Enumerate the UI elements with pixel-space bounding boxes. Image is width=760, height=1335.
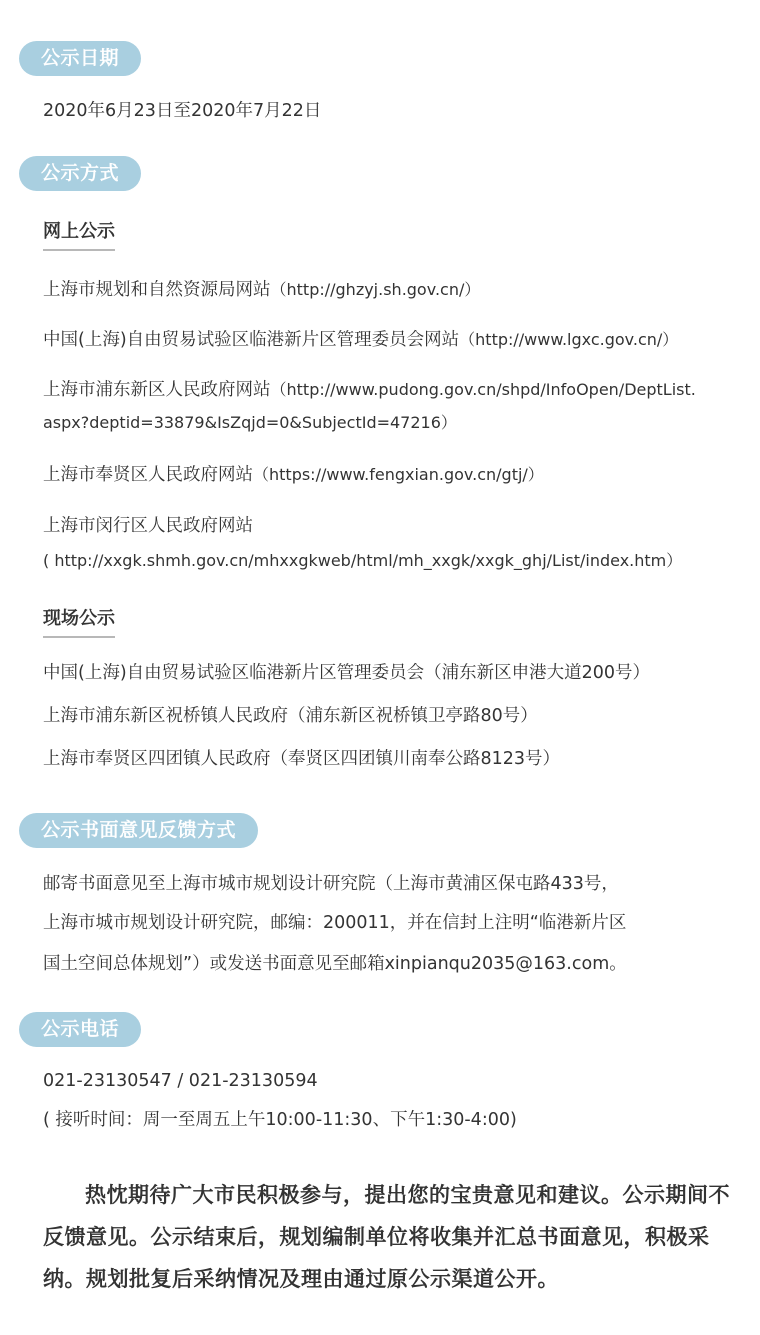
online-item-url[interactable]: （http://www.pudong.gov.cn/shpd/InfoOpen/DeptList. [270, 380, 696, 399]
section-label-method: 公示方式 [19, 156, 141, 191]
feedback-line: 邮寄书面意见至上海市城市规划设计研究院（上海市黄浦区保屯路433号， [43, 874, 619, 894]
online-item-url[interactable]: （http://www.lgxc.gov.cn/） [459, 330, 679, 349]
phone-hours: ( 接听时间：周一至周五上午10:00-11:30、下午1:30-4:00) [43, 1110, 517, 1130]
online-item-name: 上海市奉贤区人民政府网站 [43, 465, 253, 485]
online-item-url[interactable]: （https://www.fengxian.gov.cn/gtj/） [253, 465, 544, 484]
online-item [43, 277, 480, 303]
online-item-url-line[interactable] [43, 548, 682, 574]
online-item-name: 上海市浦东新区人民政府网站 [43, 380, 271, 400]
section-label-feedback: 公示书面意见反馈方式 [19, 813, 258, 848]
onsite-item: 上海市奉贤区四团镇人民政府（奉贤区四团镇川南奉公路8123号） [43, 749, 561, 769]
phone-numbers: 021-23130547 / 021-23130594 [43, 1071, 318, 1091]
feedback-line: 国土空间总体规划”）或发送书面意见至邮箱xinpianqu2035@163.com。 [43, 954, 627, 974]
onsite-item: 中国(上海)自由贸易试验区临港新片区管理委员会（浦东新区申港大道200号） [43, 663, 651, 683]
online-item [43, 462, 544, 488]
feedback-line: 上海市城市规划设计研究院，邮编：200011，并在信封上注明“临港新片区 [43, 913, 627, 933]
online-item [43, 377, 696, 403]
onsite-subtitle: 现场公示 [43, 606, 115, 638]
online-item-name: 上海市规划和自然资源局网站 [43, 280, 271, 300]
online-item-url-continued[interactable] [43, 410, 457, 436]
section-label-date: 公示日期 [19, 41, 141, 76]
online-item [43, 327, 678, 353]
online-item-name: 中国(上海)自由贸易试验区临港新片区管理委员会网站 [43, 330, 460, 350]
online-item-url[interactable]: （http://ghzyj.sh.gov.cn/） [270, 280, 481, 299]
onsite-item: 上海市浦东新区祝桥镇人民政府（浦东新区祝桥镇卫亭路80号） [43, 706, 538, 726]
online-item-url[interactable]: aspx?deptid=33879&IsZqjd=0&SubjectId=47216） [43, 413, 457, 432]
online-item-name: 上海市闵行区人民政府网站 [43, 516, 253, 536]
closing-paragraph: 热忱期待广大市民积极参与，提出您的宝贵意见和建议。公示期间不反馈意见。公示结束后，规划编制单位将收集并汇总书面意见，积极采纳。规划批复后采纳情况及理由通过原公示渠道公开。 [43, 1183, 730, 1291]
online-item-url[interactable]: ( http://xxgk.shmh.gov.cn/mhxxgkweb/html/mh_xxgk/xxgk_ghj/List/index.htm） [43, 551, 683, 570]
date-range: 2020年6月23日至2020年7月22日 [43, 101, 322, 121]
section-label-phone: 公示电话 [19, 1012, 141, 1047]
online-subtitle: 网上公示 [43, 219, 115, 251]
